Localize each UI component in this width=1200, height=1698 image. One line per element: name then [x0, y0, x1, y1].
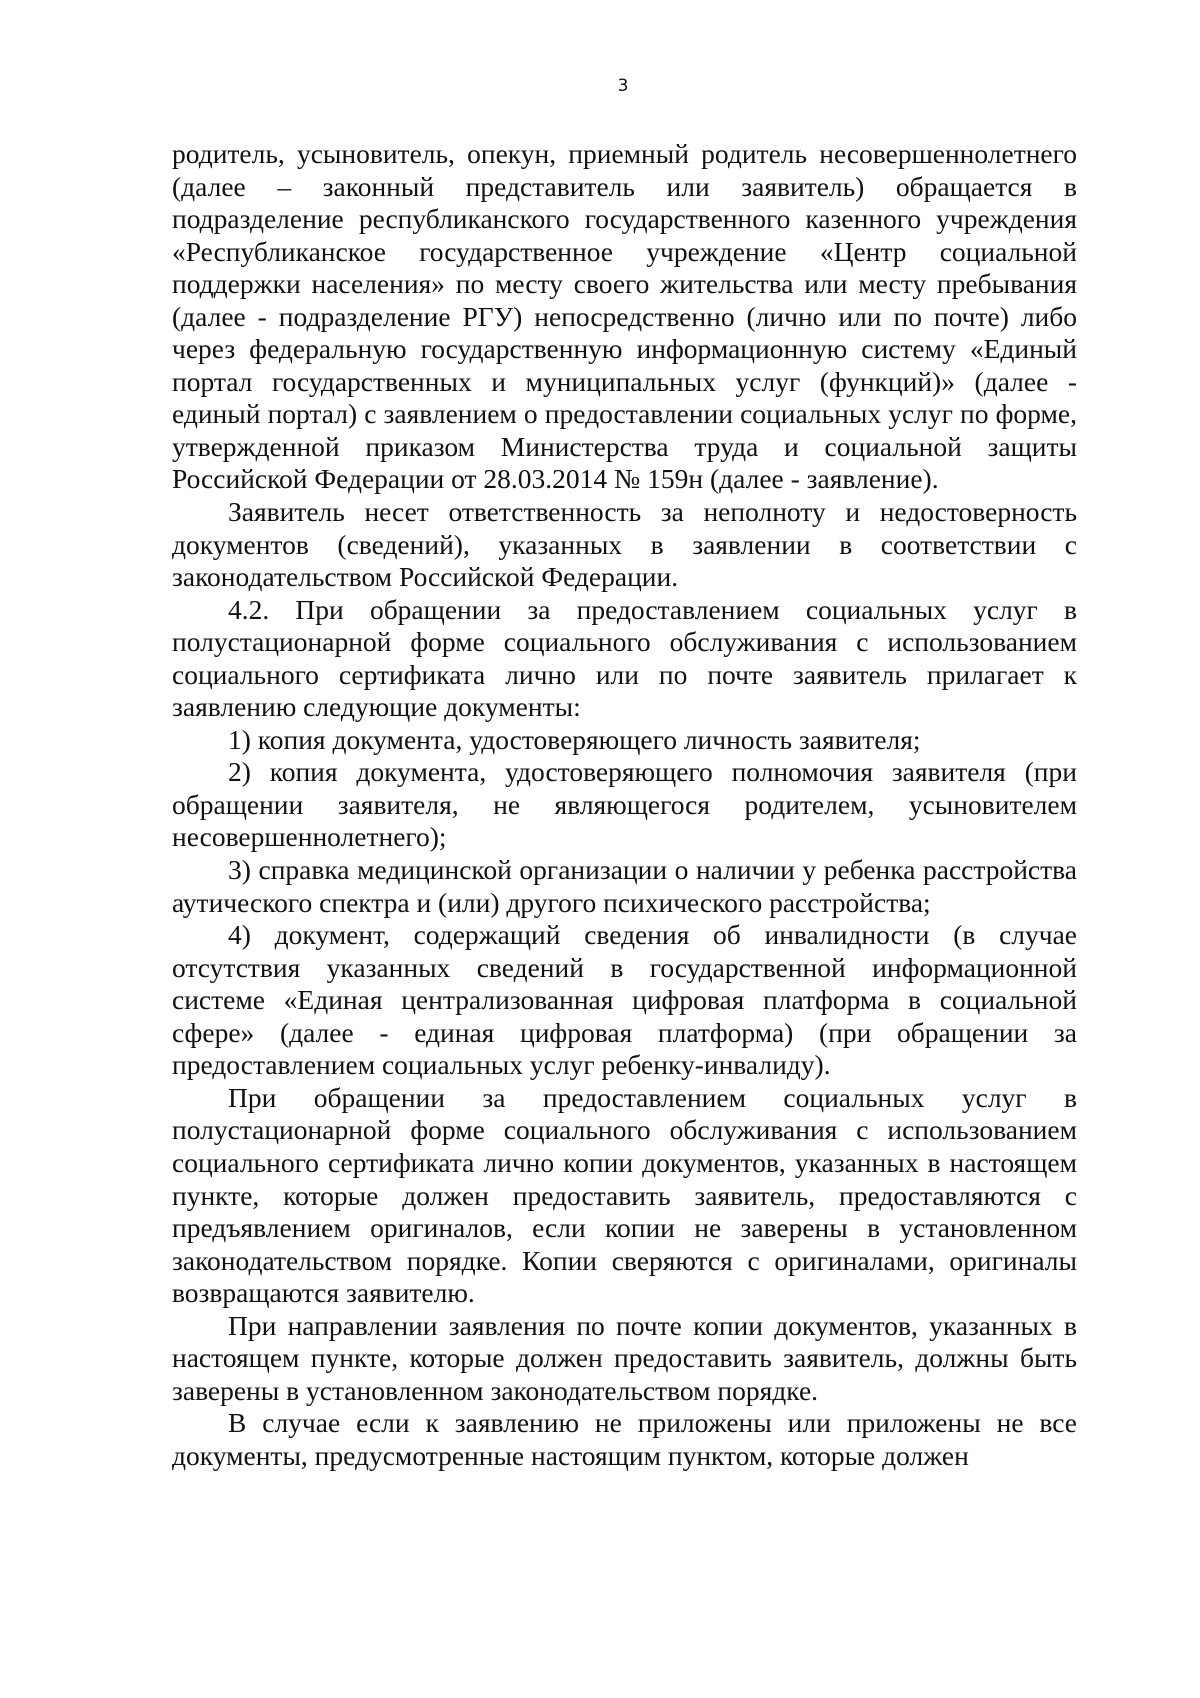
paragraph-missing-documents: В случае если к заявлению не приложены или приложены не все документы, предусмотренные настоящим пунктом, которые должен: [172, 1407, 1077, 1471]
document-body: [172, 138, 1077, 1472]
paragraph-section-4-2: 4.2. При обращении за предоставлением социальных услуг в полустационарной форме социального обслуживания с использованием социального сертификата лично или по почте заявитель прилагает к заявлению следующие документы:: [172, 593, 1077, 723]
list-item-3: 3) справка медицинской организации о наличии у ребенка расстройства аутического спектра и (или) другого психического расстройства;: [172, 854, 1077, 918]
paragraph-intro: родитель, усыновитель, опекун, приемный родитель несовершеннолетнего (далее – законный представитель или заявитель) обращается в подразделение республиканского государственного казенного учреждения «Республиканское государственное учреждение «Центр социальной поддержки населения» по месту своего жительства или месту пребывания (далее - подразделение РГУ) непосредственно (лично или по почте) либо через федеральную государственную информационную систему «Единый портал государственных и муниципальных услуг (функций)» (далее - единый портал) с заявлением о предоставлении социальных услуг по форме, утвержденной приказом Министерства труда и социальной защиты Российской Федерации от 28.03.2014 № 159н (далее - заявление).: [172, 138, 1077, 495]
list-item-2: 2) копия документа, удостоверяющего полномочия заявителя (при обращении заявителя, не являющегося родителем, усыновителем несовершеннолетнего);: [172, 756, 1077, 853]
page-number: 3: [617, 76, 629, 96]
list-item-1: 1) копия документа, удостоверяющего личность заявителя;: [228, 723, 921, 755]
list-item-4: 4) документ, содержащий сведения об инвалидности (в случае отсутствия указанных сведений в государственной информационной системе «Единая централизованная цифровая платформа в социальной сфере» (далее - единая цифровая платформа) (при обращении за предоставлением социальных услуг ребенку-инвалиду).: [172, 919, 1077, 1081]
paragraph-personal-submission: При обращении за предоставлением социальных услуг в полустационарной форме социального обслуживания с использованием социального сертификата лично копии документов, указанных в настоящем пункте, которые должен предоставить заявитель, предоставляются с предъявлением оригиналов, если копии не заверены в установленном законодательством порядке. Копии сверяются с оригиналами, оригиналы возвращаются заявителю.: [172, 1081, 1077, 1309]
paragraph-mail-submission: При направлении заявления по почте копии документов, указанных в настоящем пункте, которые должен предоставить заявитель, должны быть заверены в установленном законодательством порядке.: [172, 1309, 1077, 1406]
paragraph-responsibility: Заявитель несет ответственность за неполноту и недостоверность документов (сведений), указанных в заявлении в соответствии с законодательством Российской Федерации.: [172, 496, 1077, 593]
